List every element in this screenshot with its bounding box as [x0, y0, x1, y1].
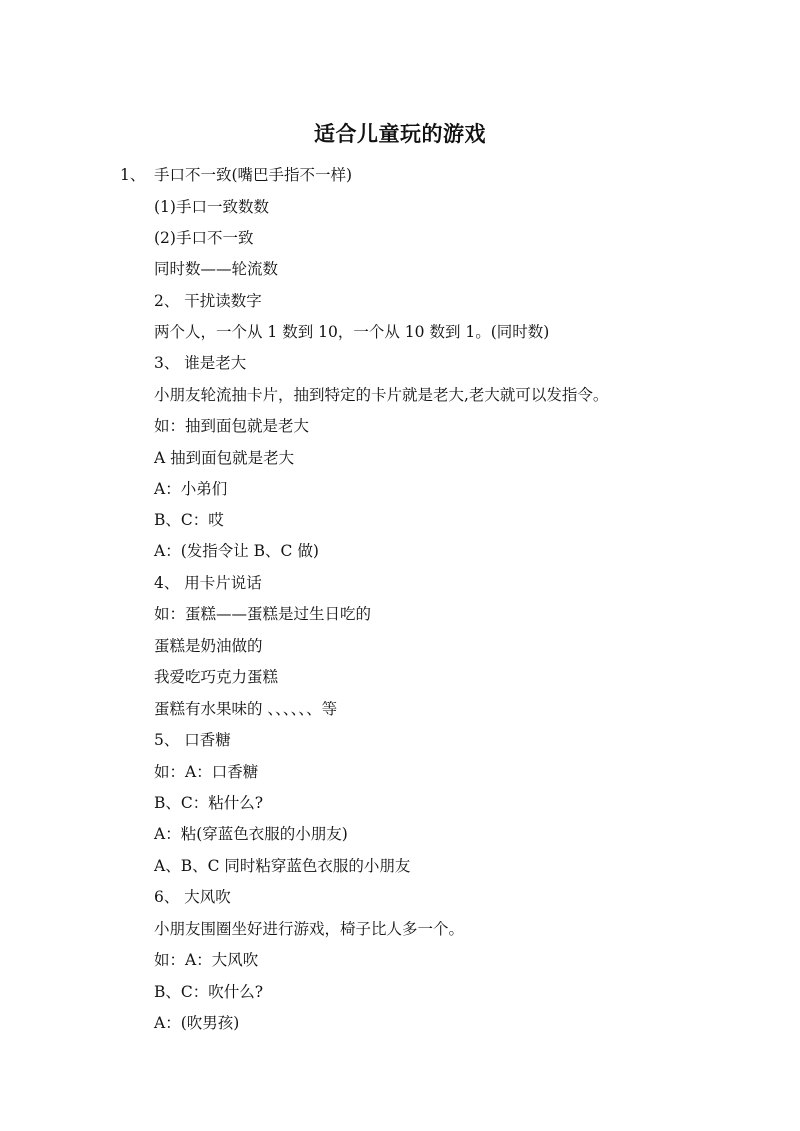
text-line: 蛋糕有水果味的 、、、、、、等: [154, 700, 338, 718]
list-item-number: 1、: [120, 166, 146, 184]
text-line: A、B、C 同时粘穿蓝色衣服的小朋友: [154, 857, 411, 875]
text-line: 同时数——轮流数: [154, 260, 279, 278]
text-line: 我爱吃巧克力蛋糕: [154, 668, 279, 686]
section-heading-4: 4、 用卡片说话: [154, 574, 262, 592]
text-line: 如：抽到面包就是老大: [154, 417, 310, 435]
text-line: 如：A：大风吹: [154, 951, 259, 969]
text-line: B、C：吹什么?: [154, 983, 264, 1001]
text-line: 蛋糕是奶油做的: [154, 637, 263, 655]
text-line: (2)手口不一致: [154, 229, 254, 247]
text-line: A：(发指令让 B、C 做): [154, 542, 319, 560]
text-line: 小朋友围圈坐好进行游戏，椅子比人多一个。: [154, 920, 465, 938]
list-item-text: 手口不一致(嘴巴手指不一样): [154, 166, 353, 184]
text-line: A：(吹男孩): [154, 1014, 240, 1032]
text-line: B、C：哎: [154, 511, 224, 529]
section-heading-2: 2、 干扰读数字: [154, 292, 262, 310]
section-heading-5: 5、 口香糖: [154, 731, 231, 749]
text-line: 如：A：口香糖: [154, 763, 259, 781]
text-line: A：小弟们: [154, 480, 228, 498]
text-line: A：粘(穿蓝色衣服的小朋友): [154, 825, 348, 843]
text-line: 两个人，一个从 1 数到 10，一个从 10 数到 1。(同时数): [154, 323, 550, 341]
page-title: 适合儿童玩的游戏: [314, 122, 486, 146]
text-line: B、C：粘什么?: [154, 794, 264, 812]
section-heading-3: 3、 谁是老大: [154, 354, 247, 372]
text-line: (1)手口一致数数: [154, 198, 269, 216]
text-line: 小朋友轮流抽卡片，抽到特定的卡片就是老大,老大就可以发指令。: [154, 386, 609, 404]
section-heading-6: 6、 大风吹: [154, 888, 231, 906]
text-line: A 抽到面包就是老大: [154, 449, 295, 467]
text-line: 如：蛋糕——蛋糕是过生日吃的: [154, 605, 372, 623]
